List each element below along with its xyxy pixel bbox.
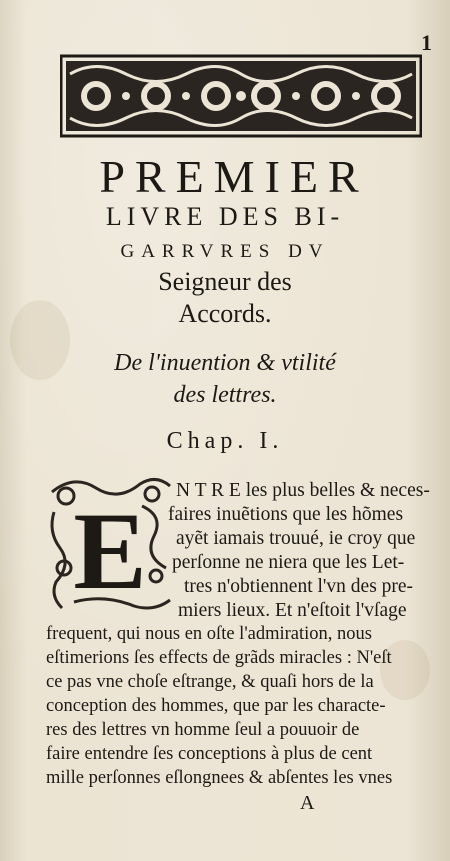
title-line-3: GARRVRES DV [120, 241, 330, 262]
ornamental-drop-cap [44, 472, 176, 614]
body-line: frequent, qui nous en oſte l'admiration, nous [46, 624, 372, 644]
body-line: miers lieux. Et n'eſtoit l'vſage [178, 600, 407, 621]
body-line: ayẽt iamais trouué, ie croy que [176, 528, 416, 549]
body-line: N T R E les plus belles & neces- [176, 480, 430, 501]
body-line: eſtimerions ſes effects de grãds miracles : N'eſt [46, 648, 392, 668]
chapter-heading: Chap. I. [166, 428, 284, 454]
signature-mark: A [300, 792, 315, 814]
body-line: mille perſonnes eſlongnees & abſentes les vnes [46, 768, 393, 788]
drop-cap-letter: E [73, 490, 147, 612]
title-line-4: Seigneur des [158, 267, 292, 296]
ornamental-headpiece [60, 54, 422, 138]
subtitle-line-2: des lettres. [173, 382, 277, 408]
body-line: ce pas vne choſe eſtrange, & quaſi hors de la [46, 672, 374, 692]
body-line: faire entendre ſes conceptions à plus de cent [46, 744, 373, 764]
subtitle-line-1: De l'inuention & vtilité [114, 350, 336, 376]
body-line: res des lettres vn homme ſeul a pouuoir de [46, 720, 360, 740]
title-line-5: Accords. [178, 299, 272, 328]
body-line: perſonne ne niera que les Let- [172, 552, 405, 573]
title-line-2: LIVRE DES BI- [105, 202, 345, 231]
body-line: conception des hommes, que par les characte- [46, 696, 386, 716]
body-line: faires inuẽtions que les hõmes [168, 504, 404, 525]
title-line-1: PREMIER [99, 151, 369, 202]
body-line: tres n'obtiennent l'vn des pre- [184, 576, 414, 597]
page-number: 1 [421, 30, 432, 55]
